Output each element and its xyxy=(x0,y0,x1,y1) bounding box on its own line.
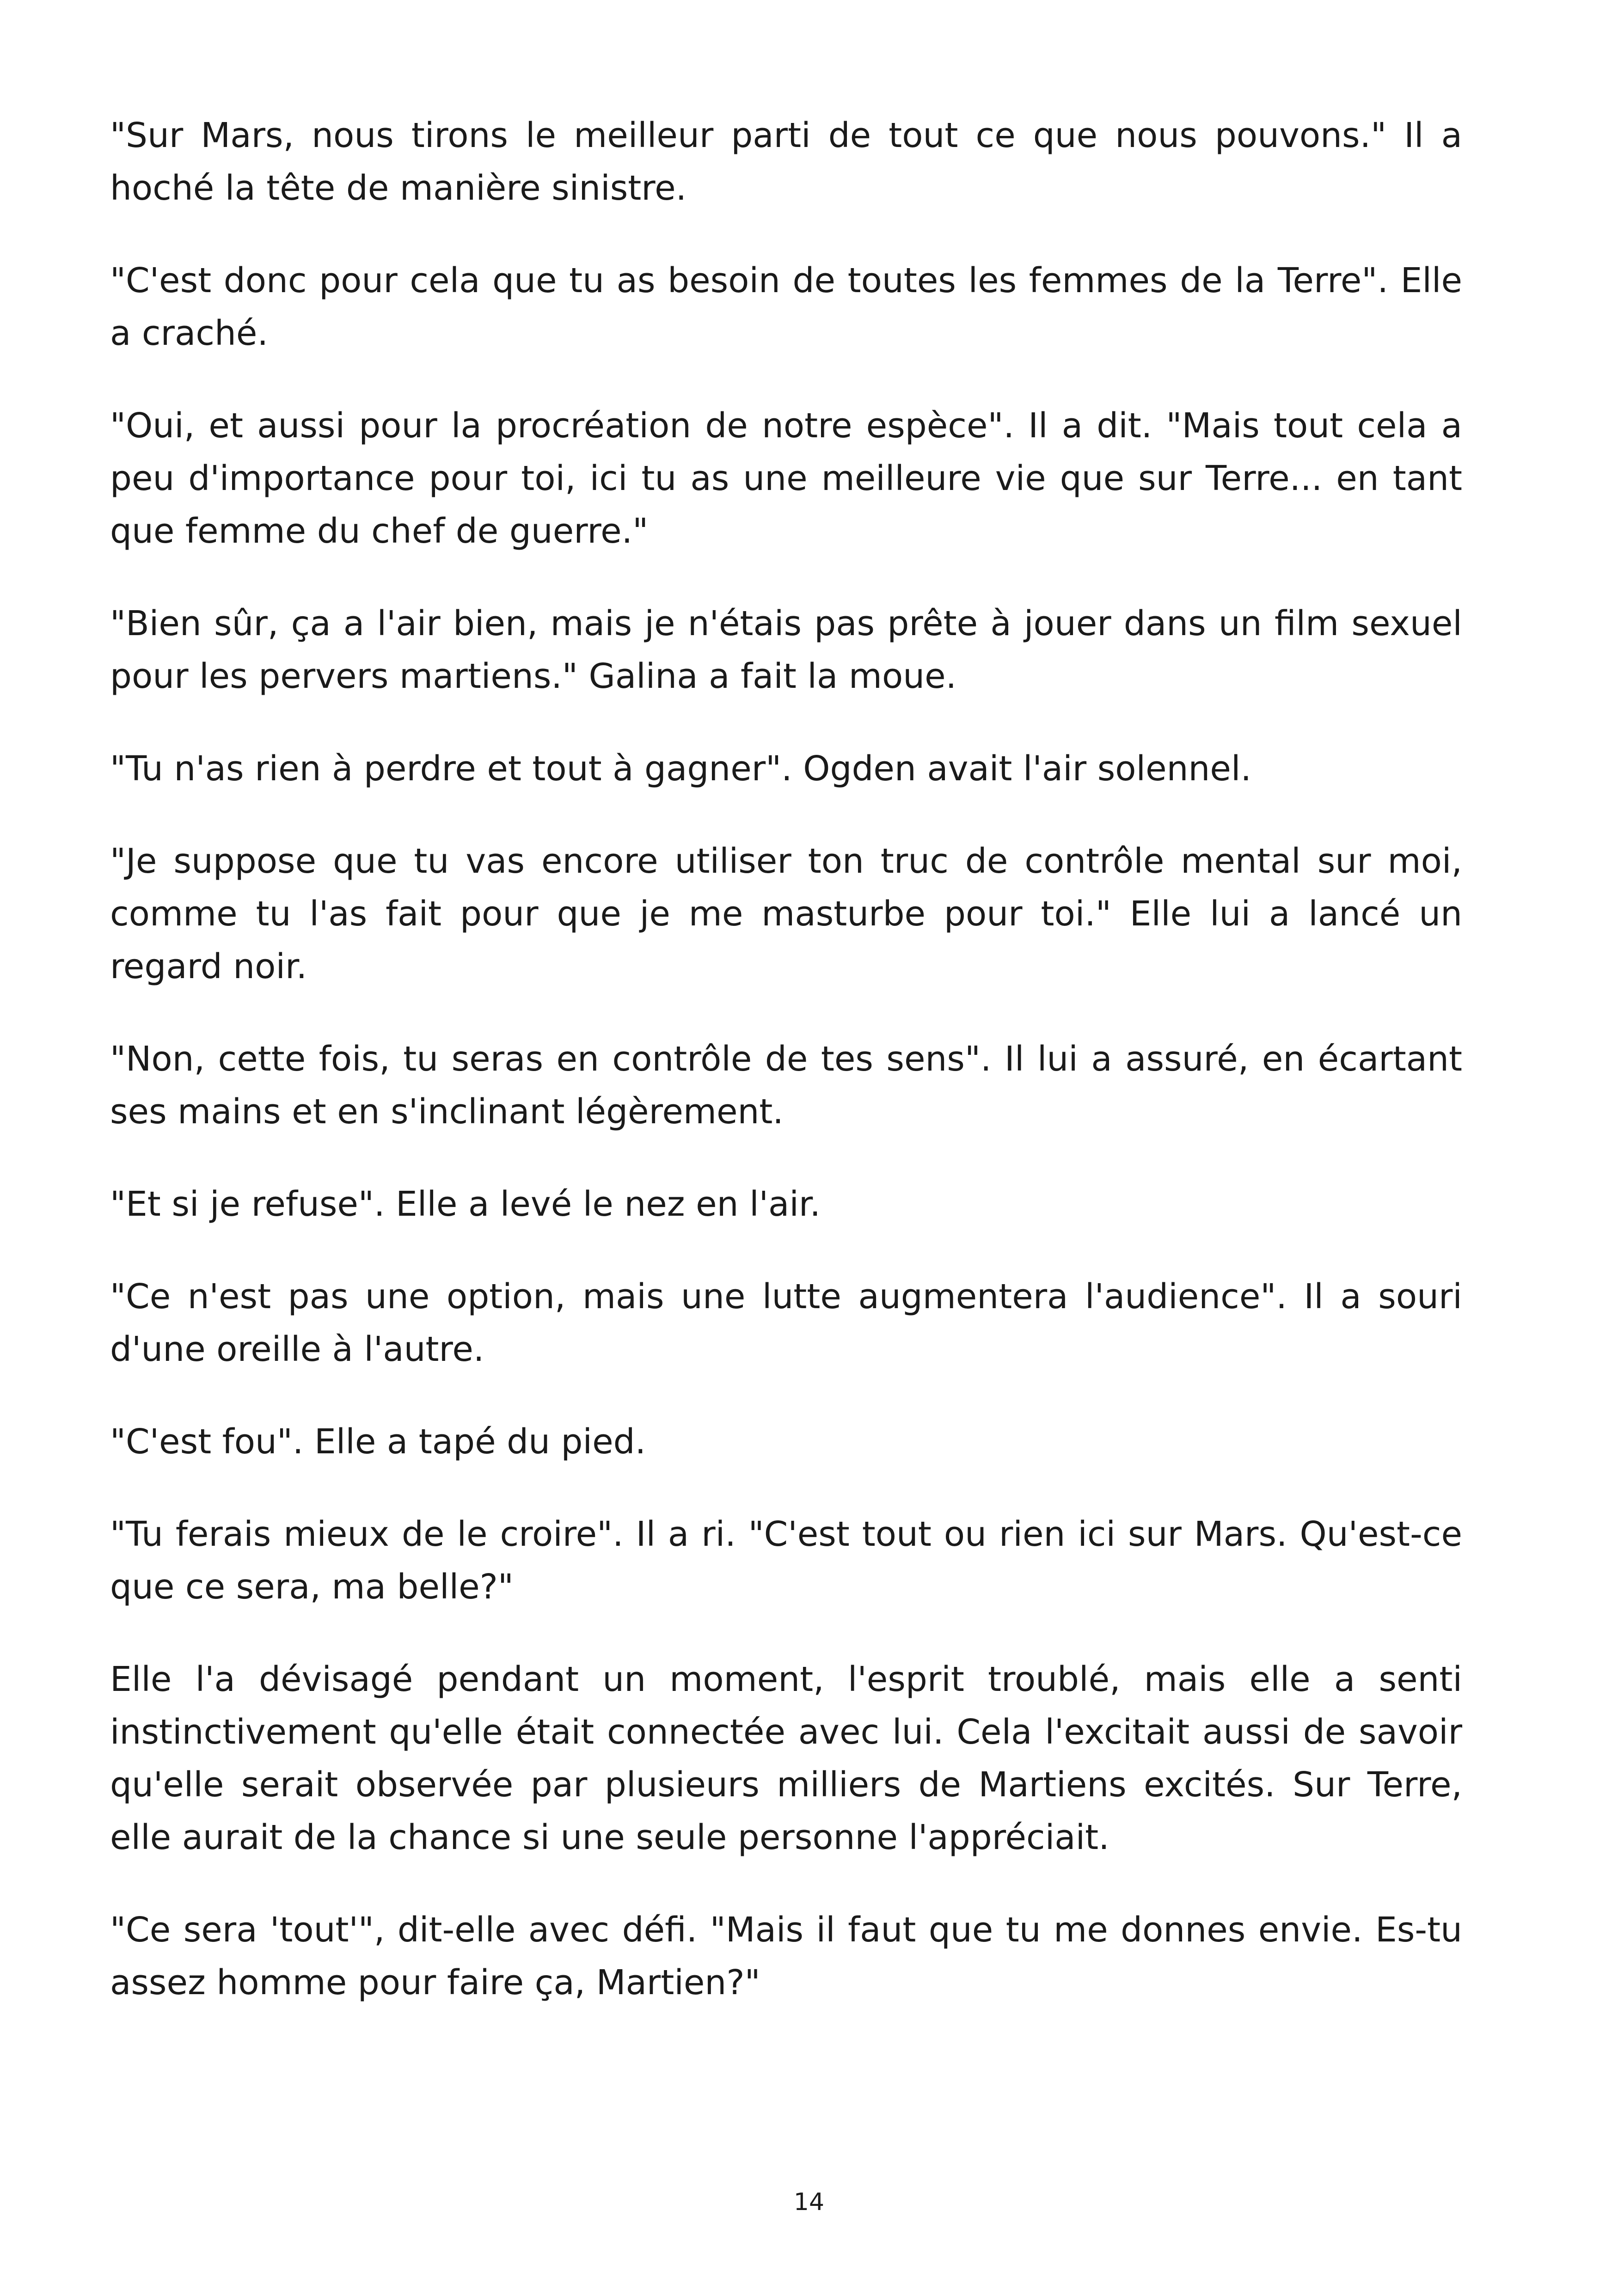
paragraph: "Ce sera 'tout'", dit-elle avec défi. "Mais il faut que tu me donnes envie. Es-tu assez homme pour faire ça, Martien?" xyxy=(110,1910,1462,2002)
paragraph: "Ce n'est pas une option, mais une lutte augmentera l'audience". Il a souri d'une oreille à l'autre. xyxy=(110,1277,1462,1369)
paragraph: "Tu ferais mieux de le croire". Il a ri. "C'est tout ou rien ici sur Mars. Qu'est-ce que ce sera, ma belle?" xyxy=(110,1514,1462,1607)
paragraph: "Oui, et aussi pour la procréation de notre espèce". Il a dit. "Mais tout cela a peu d'importance pour toi, ici tu as une meilleure vie que sur Terre... en tant que femme du chef de guerre." xyxy=(110,406,1462,551)
paragraph: "Bien sûr, ça a l'air bien, mais je n'étais pas prête à jouer dans un film sexuel pour les pervers martiens." Galina a fait la moue. xyxy=(110,604,1462,696)
text-body xyxy=(110,109,1462,2049)
page-number: 14 xyxy=(793,2188,825,2216)
paragraph: "C'est fou". Elle a tapé du pied. xyxy=(110,1422,646,1462)
paragraph: Elle l'a dévisagé pendant un moment, l'esprit troublé, mais elle a senti instinctivement qu'elle était connectée avec lui. Cela l'excitait aussi de savoir qu'elle serait observée par plusieurs milliers de Martiens excités. Sur Terre, elle aurait de la chance si une seule personne l'appréciait. xyxy=(110,1659,1462,1857)
paragraph: "Et si je refuse". Elle a levé le nez en l'air. xyxy=(110,1184,821,1224)
paragraph: "Tu n'as rien à perdre et tout à gagner". Ogden avait l'air solennel. xyxy=(110,749,1252,789)
paragraph: "Non, cette fois, tu seras en contrôle de tes sens". Il lui a assuré, en écartant ses mains et en s'inclinant légèrement. xyxy=(110,1039,1462,1132)
paragraph: "C'est donc pour cela que tu as besoin de toutes les femmes de la Terre". Elle a craché. xyxy=(110,261,1462,353)
paragraph: "Sur Mars, nous tirons le meilleur parti de tout ce que nous pouvons." Il a hoché la tête de manière sinistre. xyxy=(110,116,1462,208)
paragraph: "Je suppose que tu vas encore utiliser ton truc de contrôle mental sur moi, comme tu l'as fait pour que je me masturbe pour toi." Elle lui a lancé un regard noir. xyxy=(110,841,1462,986)
